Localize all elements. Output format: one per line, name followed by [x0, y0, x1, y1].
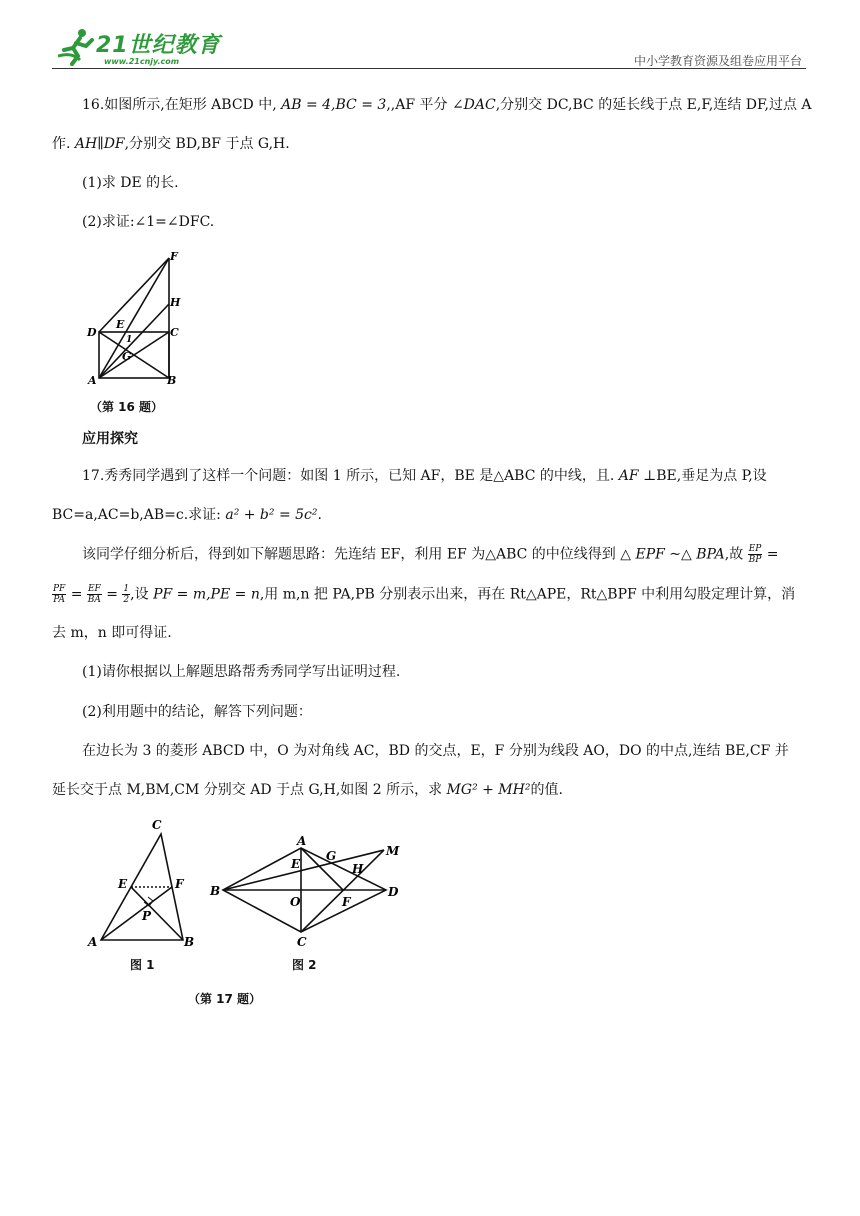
logo: [58, 24, 238, 70]
header-rule: [52, 68, 806, 69]
q17-line5: 去 m，n 即可得证.: [52, 625, 172, 641]
q17-part2: (2)利用题中的结论，解答下列问题：: [82, 704, 312, 720]
fig2-label-F: F: [342, 895, 351, 909]
fig1-label-E: E: [118, 877, 128, 891]
label-H: H: [170, 296, 181, 309]
label-A: A: [88, 374, 97, 387]
fig2-label-H: H: [352, 862, 364, 876]
logo-url: www.21cnjy.com: [104, 57, 180, 66]
q17-part1: (1)请你根据以上解题思路帮秀秀同学写出证明过程.: [82, 664, 401, 680]
q16-figure: [82, 246, 192, 396]
fig2-label-M: M: [386, 844, 400, 858]
fig1-label-A: A: [88, 935, 98, 949]
q17-figure1: [86, 816, 198, 956]
q17-line3: 该同学仔细分析后，得到如下解题思路：先连结 EF，利用 EF 为△ABC 的中位线得到 △ EPF ~△ BPA,故 $\frac{EP}{BP}$ =: [82, 544, 779, 565]
q17-line4: $\frac{PF}{PA}$ = $\frac{EF}{BA}$ = $\frac{1}{2}$ ,设 PF = m,PE = n,用 m,n 把 PA,PB 分别表示出来，再在 Rt△APE，Rt△BPF 中利用勾股定理计算，消: [53, 584, 796, 605]
q16-part1: (1)求 DE 的长.: [82, 175, 179, 191]
q17-line2: BC=a,AC=b,AB=c.求证: a² + b² = 5c².: [52, 507, 322, 523]
fig1-label-C: C: [152, 818, 162, 832]
q17-line8: 在边长为 3 的菱形 ABCD 中，O 为对角线 AC，BD 的交点，E，F 分别为线段 AO，DO 的中点,连结 BE,CF 并: [82, 743, 789, 759]
q16-part2: (2)求证:∠1=∠DFC.: [82, 214, 215, 230]
label-B: B: [167, 374, 177, 387]
fig2-label-D: D: [388, 885, 399, 899]
fig1-label-F: F: [175, 877, 184, 891]
fig2-caption: 图 2: [292, 958, 317, 972]
frac-pf-pa: $\frac{PF}{PA}$: [53, 584, 66, 605]
fig2-label-O: O: [290, 895, 301, 909]
fig2-label-G: G: [326, 849, 337, 863]
q17-line9: 延长交于点 M,BM,CM 分别交 AD 于点 G,H,如图 2 所示，求 MG² + MH²的值.: [52, 782, 563, 798]
label-C: C: [170, 326, 179, 339]
fig1-label-B: B: [184, 935, 195, 949]
label-E: E: [116, 318, 125, 331]
platform-name: 中小学教育资源及组卷应用平台: [633, 54, 802, 68]
fig2-label-B: B: [210, 884, 221, 898]
label-F: F: [170, 250, 178, 263]
frac-ep-bp: $\frac{EP}{BP}$: [748, 544, 762, 565]
frac-half: $\frac{1}{2}$: [123, 584, 130, 605]
q16-line2: 作. AH∥DF,分别交 BD,BF 于点 G,H.: [52, 136, 290, 152]
label-1: 1: [126, 335, 133, 345]
q17-caption: （第 17 题）: [188, 992, 262, 1006]
q16-line1: 16.如图所示,在矩形 ABCD 中, AB = 4,BC = 3,,AF 平分 ∠DAC,分别交 DC,BC 的延长线于点 E,F,连结 DF,过点 A: [82, 97, 812, 113]
fig1-caption: 图 1: [130, 958, 155, 972]
fig2-label-C: C: [297, 935, 307, 949]
section-heading: 应用探究: [82, 431, 138, 447]
label-D: D: [87, 326, 97, 339]
frac-ef-ba: $\frac{EF}{BA}$: [87, 584, 101, 605]
q17-line1: 17.秀秀同学遇到了这样一个问题：如图 1 所示，已知 AF，BE 是△ABC 的中线，且. AF ⊥BE,垂足为点 P,设: [82, 468, 767, 484]
runner-icon: [58, 26, 98, 66]
fig1-label-P: P: [142, 909, 152, 923]
fig2-label-E: E: [291, 857, 301, 871]
logo-text: 21世纪教育: [96, 33, 221, 58]
q16-caption: （第 16 题）: [90, 400, 164, 414]
label-G: G: [122, 350, 132, 363]
q17-figure2: [206, 834, 406, 954]
fig2-label-A: A: [297, 834, 307, 848]
